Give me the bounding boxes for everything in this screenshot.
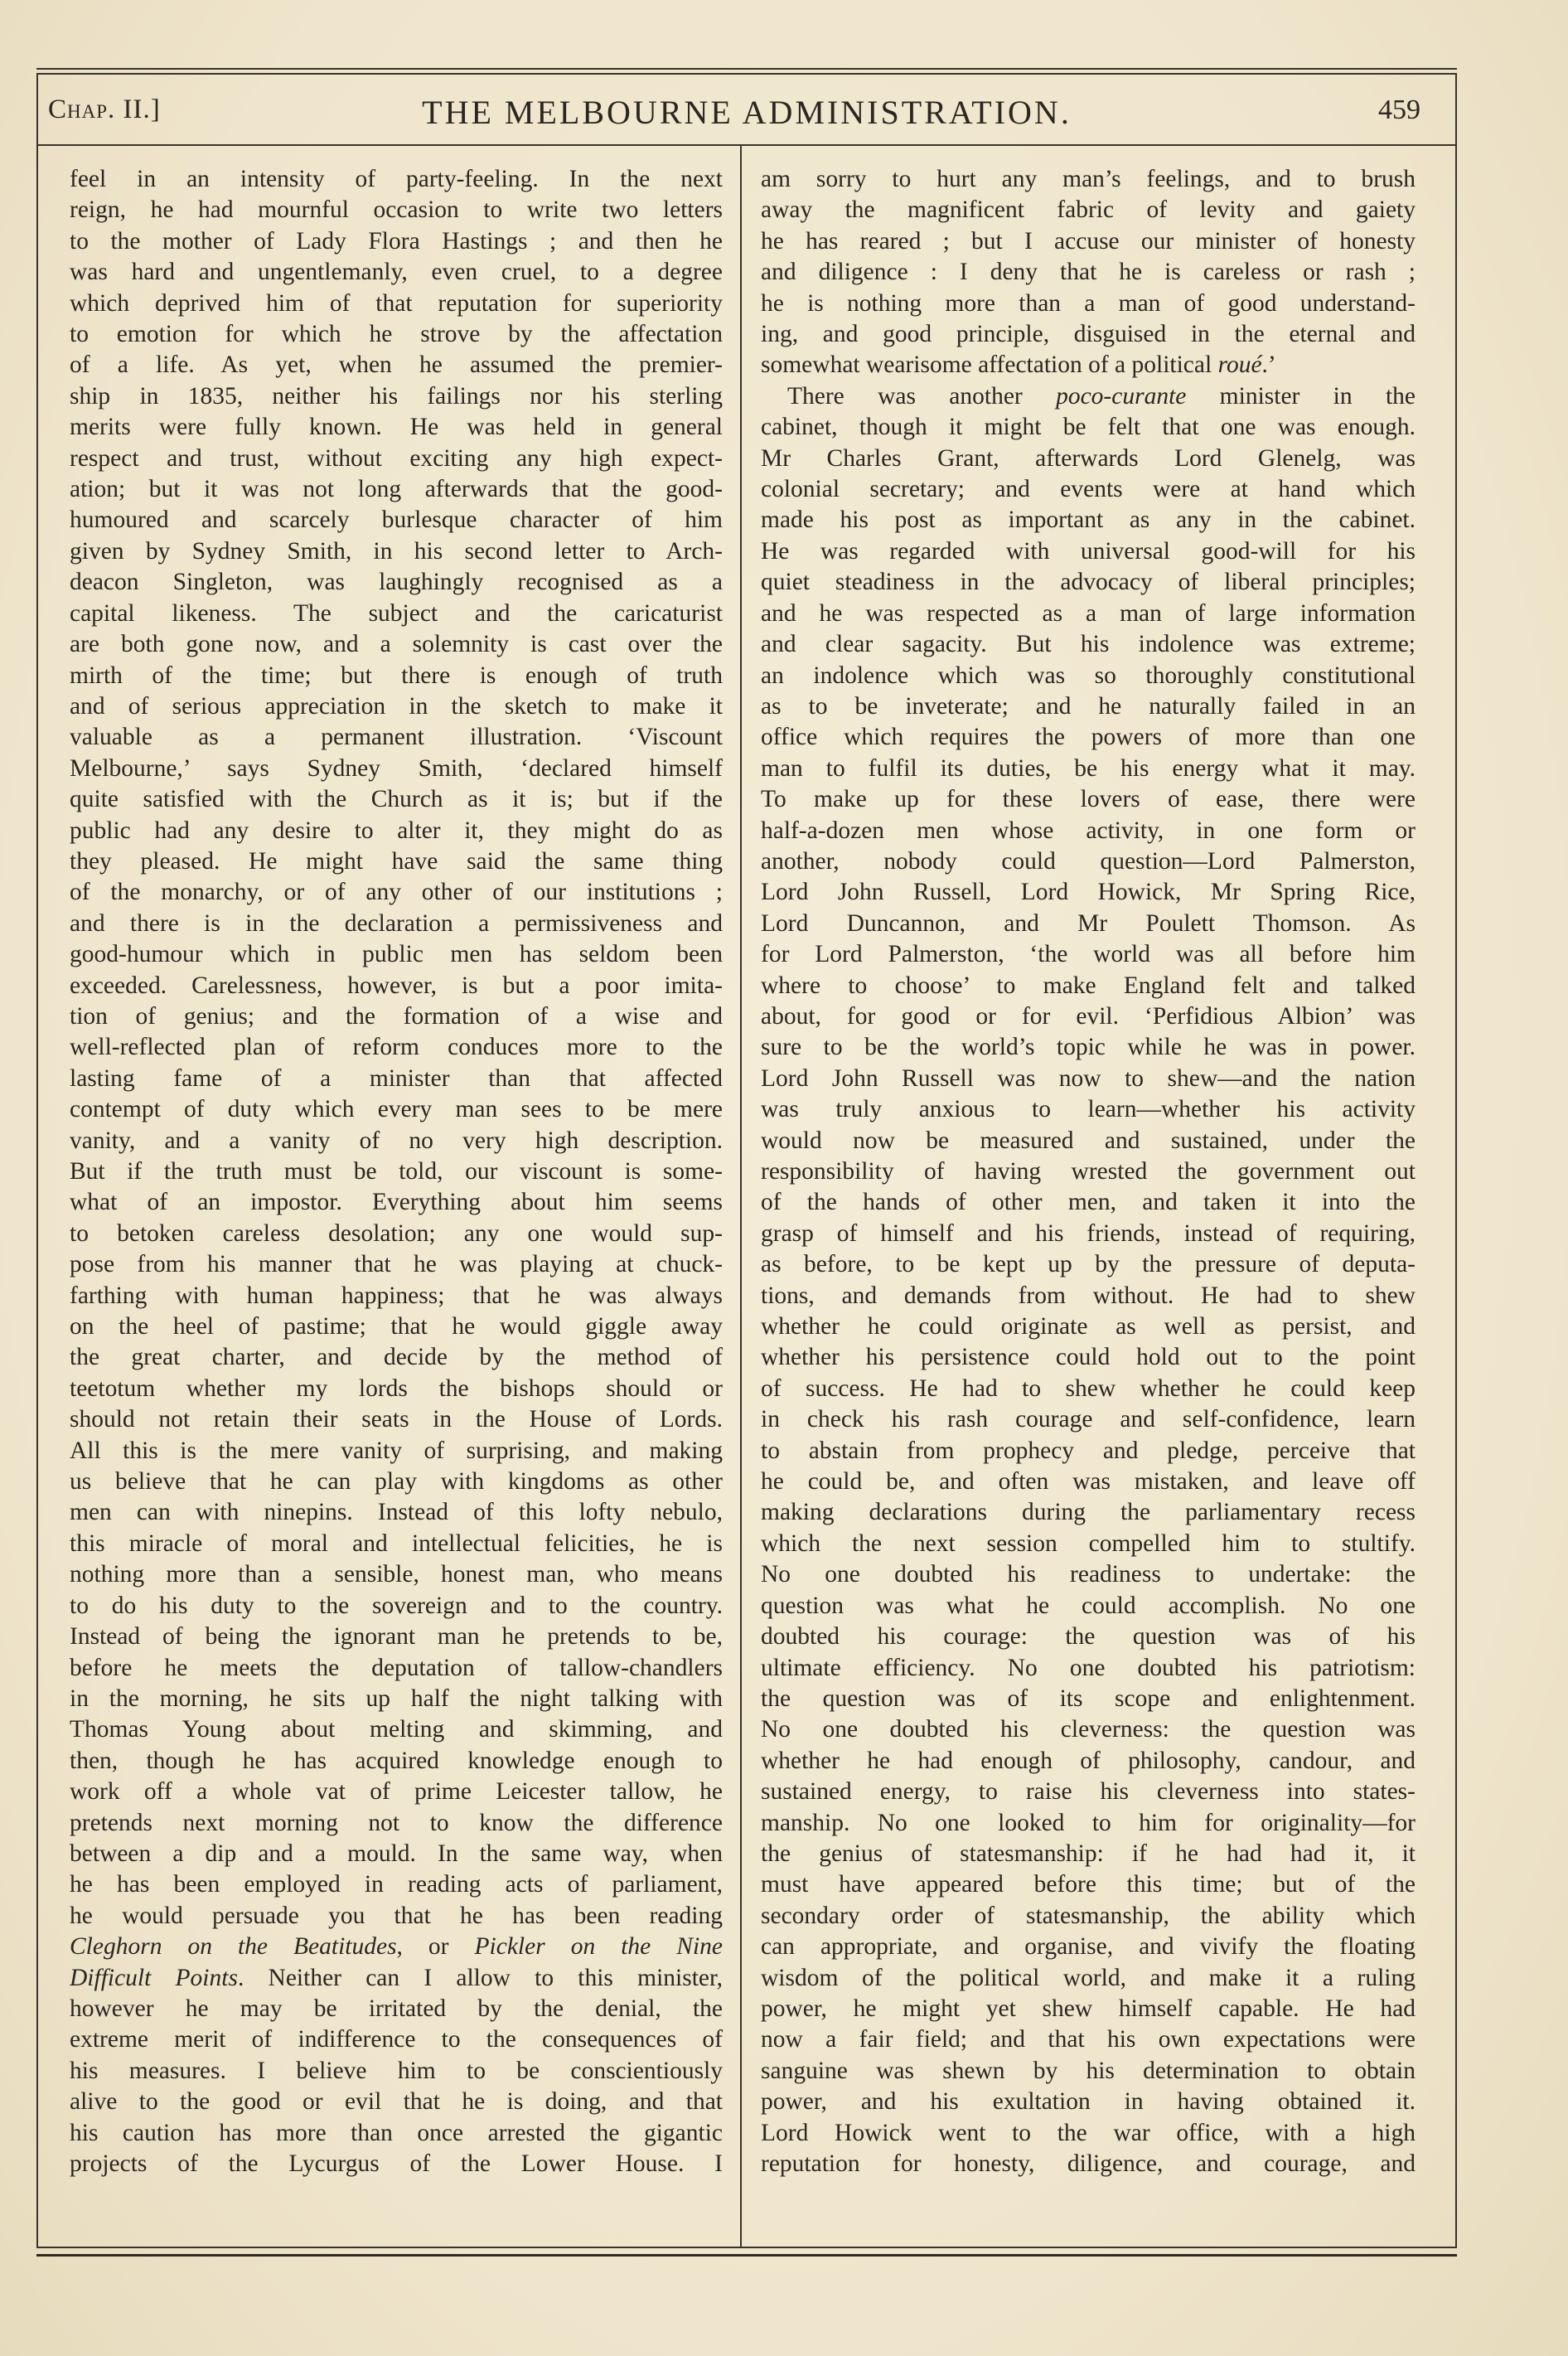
text-line: vanity, and a vanity of no very high description. — [70, 1127, 723, 1154]
text-line: and there is in the declaration a permissiveness and — [70, 909, 723, 937]
text-line: as before, to be kept up by the pressure of deputa- — [761, 1251, 1416, 1278]
text-line: capital likeness. The subject and the caricaturist — [70, 599, 723, 627]
text-line: secondary order of statesmanship, the ability which — [761, 1902, 1416, 1929]
text-line: teetotum whether my lords the bishops should or — [70, 1374, 723, 1402]
text-line: given by Sydney Smith, in his second letter to Arch- — [70, 537, 723, 565]
text-line: doubted his courage: the question was of his — [761, 1623, 1416, 1651]
text-line: lasting fame of a minister than that affected — [70, 1064, 723, 1092]
text-line: feel in an intensity of party-feeling. In the next — [70, 166, 723, 192]
text-line: they pleased. He might have said the same thing — [70, 847, 723, 875]
text-line: To make up for these lovers of ease, there were — [761, 786, 1416, 813]
text-line: deacon Singleton, was laughingly recognised as a — [70, 569, 723, 596]
chapter-label: Chap. II.] — [48, 95, 161, 124]
page-number: 459 — [1378, 95, 1420, 125]
text-line: man to fulfil its duties, be his energy what it may. — [761, 754, 1416, 782]
text-line: to abstain from prophecy and pledge, perceive that — [761, 1437, 1416, 1464]
text-line: grasp of himself and his friends, instead of requiring, — [761, 1219, 1416, 1247]
text-line: what of an impostor. Everything about him seems — [70, 1189, 723, 1216]
column-divider — [740, 144, 742, 2248]
text-line: No one doubted his cleverness: the question was — [761, 1716, 1416, 1743]
text-line: tion of genius; and the formation of a wise and — [70, 1002, 723, 1030]
text-line: tions, and demands from without. He had to shew — [761, 1282, 1416, 1309]
text-line: he could be, and often was mistaken, and leave off — [761, 1468, 1416, 1496]
text-line: farthing with human happiness; that he was always — [70, 1282, 723, 1309]
text-line: to betoken careless desolation; any one would sup- — [70, 1219, 723, 1247]
text-line: about, for good or for evil. ‘Perfidious Albion’ was — [761, 1002, 1416, 1030]
header-rule — [36, 144, 1457, 146]
text-line: his caution has more than once arrested the gigantic — [70, 2119, 723, 2146]
text-line: No one doubted his readiness to undertake: the — [761, 1561, 1416, 1588]
text-line: power, and his exultation in having obtained it. — [761, 2088, 1416, 2116]
text-line: he would persuade you that he has been reading — [70, 1902, 723, 1929]
text-line: There was another poco-curante minister in the — [787, 382, 1416, 410]
text-line: reputation for honesty, diligence, and courage, and — [761, 2150, 1416, 2177]
text-line: mirth of the time; but there is enough of truth — [70, 662, 723, 689]
text-line: to the mother of Lady Flora Hastings ; and then he — [70, 227, 723, 255]
top-double-rule — [36, 68, 1457, 70]
text-line: on the heel of pastime; that he would giggle away — [70, 1313, 723, 1340]
text-line: was truly anxious to learn—whether his activity — [761, 1096, 1416, 1123]
text-line: would now be measured and sustained, under the — [761, 1127, 1416, 1154]
text-line: am sorry to hurt any man’s feelings, and to brush — [761, 166, 1416, 192]
text-line: Mr Charles Grant, afterwards Lord Glenelg, was — [761, 444, 1416, 472]
text-line: somewhat wearisome affectation of a political roué.’ — [761, 351, 1276, 379]
text-line: He was regarded with universal good-will for his — [761, 537, 1416, 565]
text-line: wisdom of the political world, and make it a ruling — [761, 1964, 1416, 1991]
text-line: the question was of its scope and enlightenment. — [761, 1685, 1416, 1712]
text-line: to emotion for which he strove by the affectation — [70, 321, 723, 348]
text-line: of a life. As yet, when he assumed the premier- — [70, 351, 723, 379]
text-line: whether he could originate as well as persist, and — [761, 1313, 1416, 1340]
text-line: ing, and good principle, disguised in the eternal and — [761, 321, 1416, 348]
text-line: Instead of being the ignorant man he pretends to be, — [70, 1623, 723, 1651]
text-line: he has reared ; but I accuse our minister of honesty — [761, 227, 1416, 255]
text-line: of the monarchy, or of any other of our institutions ; — [70, 879, 723, 906]
text-line: cabinet, though it might be felt that one was enough. — [761, 414, 1416, 441]
text-line: public had any desire to alter it, they might do as — [70, 817, 723, 844]
text-line: exceeded. Carelessness, however, is but a poor imita- — [70, 972, 723, 999]
text-line: extreme merit of indifference to the consequences of — [70, 2026, 723, 2053]
left-column-text — [70, 164, 723, 2228]
text-line: to do his duty to the sovereign and to the country. — [70, 1592, 723, 1619]
text-line: before he meets the deputation of tallow-chandlers — [70, 1654, 723, 1681]
text-line: the genius of statesmanship: if he had had it, it — [761, 1840, 1416, 1867]
text-line: ation; but it was not long afterwards that the good- — [70, 476, 723, 503]
text-line: nothing more than a sensible, honest man, who means — [70, 1561, 723, 1588]
text-line: Difficult Points. Neither can I allow to this minister, — [70, 1964, 723, 1991]
text-line: and clear sagacity. But his indolence was extreme; — [761, 631, 1416, 658]
running-header — [48, 90, 1445, 139]
running-title: THE MELBOURNE ADMINISTRATION. — [422, 94, 1072, 131]
text-line: Thomas Young about melting and skimming, and — [70, 1716, 723, 1743]
text-line: Cleghorn on the Beatitudes, or Pickler on the Nine — [70, 1933, 723, 1961]
text-line: Lord John Russell was now to shew—and the nation — [761, 1064, 1416, 1092]
text-line: and diligence : I deny that he is careless or rash ; — [761, 259, 1416, 286]
text-line: the great charter, and decide by the method of — [70, 1344, 723, 1371]
text-line: can appropriate, and organise, and vivify the floating — [761, 1933, 1416, 1961]
text-line: sure to be the world’s topic while he was in power. — [761, 1034, 1416, 1061]
text-line: sanguine was shewn by his determination to obtain — [761, 2057, 1416, 2084]
text-line: then, though he has acquired knowledge enough to — [70, 1747, 723, 1774]
text-line: and he was respected as a man of large information — [761, 599, 1416, 627]
text-line: which the next session compelled him to stultify. — [761, 1529, 1416, 1557]
text-line: however he may be irritated by the denial, the — [70, 1995, 723, 2022]
right-column-text — [761, 164, 1416, 2228]
text-line: where to choose’ to make England felt and talked — [761, 972, 1416, 999]
text-line: he is nothing more than a man of good understand- — [761, 289, 1416, 317]
text-line: whether he had enough of philosophy, candour, and — [761, 1747, 1416, 1774]
text-line: away the magnificent fabric of levity and gaiety — [761, 196, 1416, 224]
text-line: office which requires the powers of more than one — [761, 724, 1416, 751]
text-line: in the morning, he sits up half the night talking with — [70, 1685, 723, 1712]
text-line: But if the truth must be told, our viscount is some- — [70, 1158, 723, 1185]
text-line: good-humour which in public men has seldom been — [70, 941, 723, 968]
text-line: which deprived him of that reputation for superiority — [70, 289, 723, 317]
text-line: pose from his manner that he was playing at chuck- — [70, 1251, 723, 1278]
text-line: Lord Duncannon, and Mr Poulett Thomson. As — [761, 909, 1416, 937]
text-line: his measures. I believe him to be conscientiously — [70, 2057, 723, 2084]
text-line: this miracle of moral and intellectual felicities, he is — [70, 1529, 723, 1557]
text-line: made his post as important as any in the cabinet. — [761, 507, 1416, 534]
text-line: manship. No one looked to him for originality—for — [761, 1809, 1416, 1836]
text-line: well-reflected plan of reform conduces more to the — [70, 1034, 723, 1061]
text-line: another, nobody could question—Lord Palmerston, — [761, 847, 1416, 875]
text-line: of the hands of other men, and taken it into the — [761, 1189, 1416, 1216]
text-line: in check his rash courage and self-confidence, learn — [761, 1406, 1416, 1433]
text-line: reign, he had mournful occasion to write two letters — [70, 196, 723, 224]
text-line: an indolence which was so thoroughly constitutional — [761, 662, 1416, 689]
text-line: All this is the mere vanity of surprising, and making — [70, 1437, 723, 1464]
text-line: half-a-dozen men whose activity, in one form or — [761, 817, 1416, 844]
text-line: pretends next morning not to know the difference — [70, 1809, 723, 1836]
text-line: ship in 1835, neither his failings nor his sterling — [70, 382, 723, 410]
text-line: and of serious appreciation in the sketch to make it — [70, 692, 723, 720]
text-line: whether his persistence could hold out to the point — [761, 1344, 1416, 1371]
text-line: quiet steadiness in the advocacy of liberal principles; — [761, 569, 1416, 596]
text-line: contempt of duty which every man sees to be mere — [70, 1096, 723, 1123]
text-line: work off a whole vat of prime Leicester tallow, he — [70, 1778, 723, 1806]
text-line: Lord John Russell, Lord Howick, Mr Spring Rice, — [761, 879, 1416, 906]
text-line: respect and trust, without exciting any high expect- — [70, 444, 723, 472]
text-line: was hard and ungentlemanly, even cruel, to a degree — [70, 259, 723, 286]
text-line: sustained energy, to raise his cleverness into states- — [761, 1778, 1416, 1806]
text-line: for Lord Palmerston, ‘the world was all before him — [761, 941, 1416, 968]
text-line: humoured and scarcely burlesque character of him — [70, 507, 723, 534]
text-line: question was what he could accomplish. No one — [761, 1592, 1416, 1619]
text-line: as to be inveterate; and he naturally failed in an — [761, 692, 1416, 720]
text-line: colonial secretary; and events were at hand which — [761, 476, 1416, 503]
text-line: must have appeared before this time; but of the — [761, 1871, 1416, 1898]
text-line: now a fair field; and that his own expectations were — [761, 2026, 1416, 2053]
text-line: us believe that he can play with kingdoms as other — [70, 1468, 723, 1496]
text-line: Lord Howick went to the war office, with a high — [761, 2119, 1416, 2146]
text-line: are both gone now, and a solemnity is cast over the — [70, 631, 723, 658]
text-line: making declarations during the parliamentary recess — [761, 1499, 1416, 1526]
text-line: projects of the Lycurgus of the Lower House. I — [70, 2150, 723, 2177]
text-line: should not retain their seats in the House of Lords. — [70, 1406, 723, 1433]
text-line: alive to the good or evil that he is doing, and that — [70, 2088, 723, 2116]
text-line: he has been employed in reading acts of parliament, — [70, 1871, 723, 1898]
text-line: between a dip and a mould. In the same way, when — [70, 1840, 723, 1867]
text-line: valuable as a permanent illustration. ‘Viscount — [70, 724, 723, 751]
bottom-rule — [36, 2254, 1457, 2257]
text-line: men can with ninepins. Instead of this lofty nebulo, — [70, 1499, 723, 1526]
text-line: merits were fully known. He was held in general — [70, 414, 723, 441]
text-line: responsibility of having wrested the government out — [761, 1158, 1416, 1185]
text-line: quite satisfied with the Church as it is; but if the — [70, 786, 723, 813]
text-line: of success. He had to shew whether he could keep — [761, 1374, 1416, 1402]
text-line: Melbourne,’ says Sydney Smith, ‘declared himself — [70, 754, 723, 782]
text-line: power, he might yet shew himself capable. He had — [761, 1995, 1416, 2022]
text-line: ultimate efficiency. No one doubted his patriotism: — [761, 1654, 1416, 1681]
